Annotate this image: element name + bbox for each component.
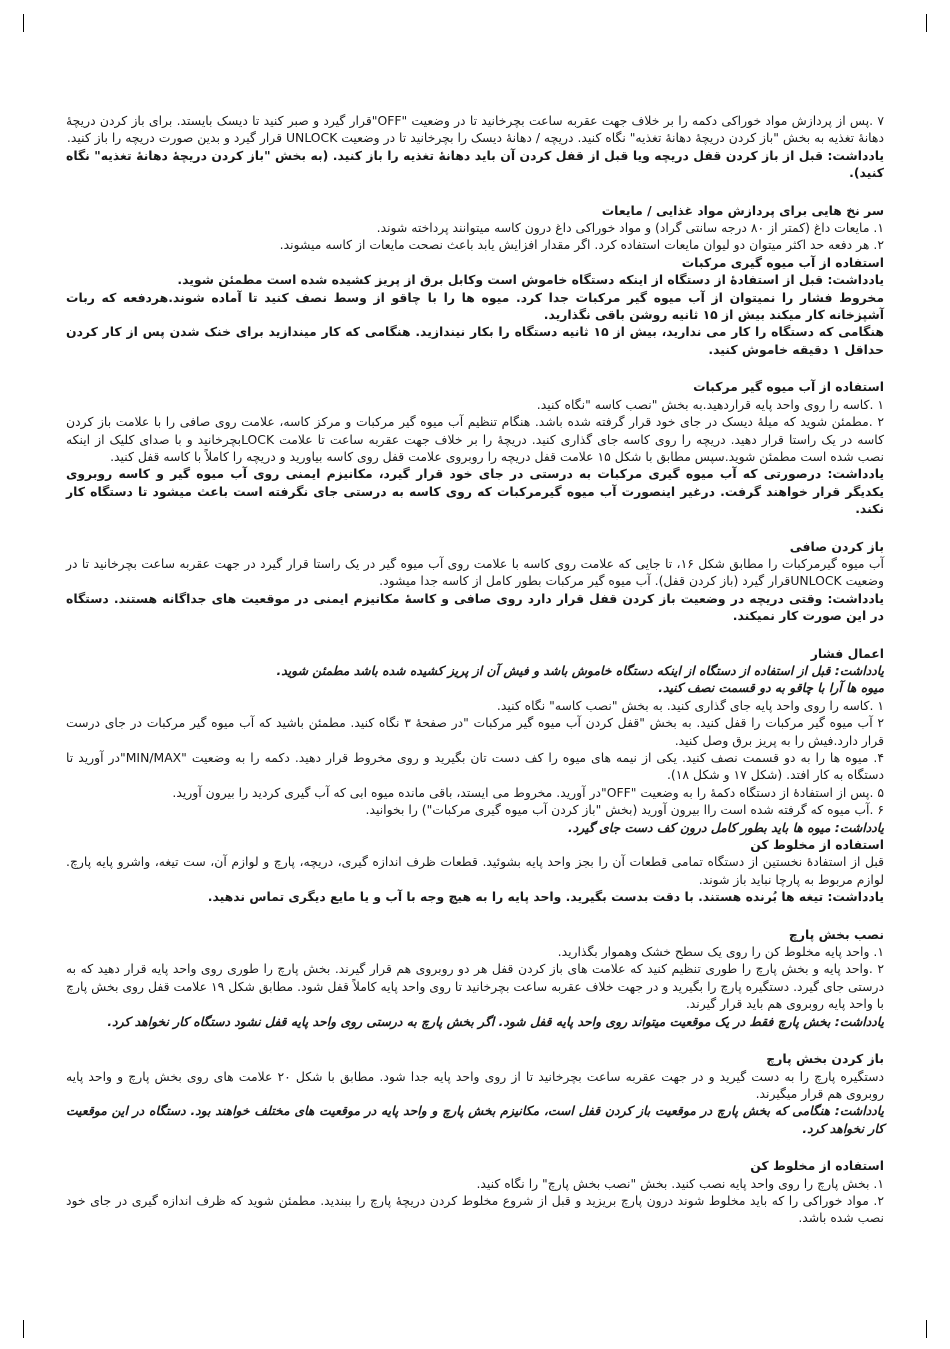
paragraph: آب میوه گیرمرکبات را مطابق شکل ۱۶، تا جایی که علامت روی کاسه با علامت روی آب میوه گیر در یک راستا قرار گیرد در جهت عقربه ساعت بچرخانید تا در وضعیت UNLOCKقرار گیرد (باز کردن قفل). آب میوه گیر مرکبات بطور کامل از کاسه جدا میشود. [66, 555, 884, 589]
section-pressing [66, 645, 884, 906]
section-install-jug [66, 926, 884, 1030]
list-item: ۱. واحد پایه مخلوط کن را روی یک سطح خشک وهموار بگذارید. [557, 944, 884, 960]
list-item: ۲ .واحد پایه و بخش پارچ را طوری تنظیم کنید که علامت های باز کردن قفل هر دو روبروی هم قرار گیرند. بخش پارچ را طوری روی واحد پایه قرار دهید که به درستی جای گیرد. دستگیره پارچ را بگیرید و در جهت خلاف عقربه ساعت بچرخانید تا روی واحد پایه کاملاً قفل شود. مطابق شکل ۱۹ علامت قفل روی بخش پارچ با واحد پایه روبروی هم باید قرار گیرند. [66, 961, 884, 1012]
note: هنگامی که دستگاه را کار می ندارید، بیش از ۱۵ ثانیه دستگاه را بکار نیندازید. هنگامی که کار میندازید برای خنک شدن پس از کار کردن حداقل ۱ دقیقه خاموش کنید. [66, 324, 884, 357]
list-item: ۵ .پس از استفادهٔ از دستگاه دکمهٔ را به وضعیت "OFF"در آورید. مخروط می ایستد، باقی مانده میوه ابی که آب گیری کردید را بیرون آورید. [172, 784, 884, 800]
section-heading: اعمال فشار [810, 645, 884, 661]
paragraph: قبل از استفادهٔ نخستین از دستگاه تمامی قطعات آن را بجز واحد پایه بشوئید. قطعات ظرف اندازه گیری، دریچه، پارچ و لوازم آن، ست تیغه، واشرو پایه پارچ. لوازم مربوط به پارچا نباید باز شوند. [66, 854, 884, 887]
document-body [66, 112, 884, 1227]
list-item: ۱. بخش پارچ را روی واحد پایه نصب کنید. بخش "نصب بخش پارچ" را نگاه کنید. [476, 1175, 884, 1191]
list-item: ۶ .آب میوه که گرفته شده است راا بیرون آورید (بخش "باز کردن آب میوه گیری مرکبات") را بخوانید. [365, 802, 884, 818]
note: یادداشت: میوه ها باید بطور کامل درون کف دست جای گیرد. [568, 819, 884, 835]
list-item: ۱. مایعات داغ (کمتر از ۸۰ درجه سانتی گراد) و مواد خوراکی داغ درون کاسه میتوانند پرداخته شوند. [376, 220, 884, 236]
list-item: ۱ .کاسه را روی واحد پایه قراردهید.به بخش "نصب کاسه "نگاه کنید. [536, 396, 884, 412]
paragraph: ۷ .پس از پردازش مواد خوراکی دکمه را بر خلاف جهت عقربه ساعت بچرخانید تا در وضعیت "OFF"قرار گیرد و صبر کنید تا دیسک بایستد. برای باز کردن دریچهٔ دهانهٔ تغذیه به بخش "باز کردن دریچهٔ دهانهٔ تغذیه" نگاه کنید. دریچه / دهانهٔ دیسک را بچرخانید تا در وضعیت UNLOCK قرار گیرد و بدین صورت دریچه را باز کنید. [66, 113, 885, 146]
section-use-blender [66, 1157, 884, 1227]
subheading: استفاده از آب میوه گیری مرکبات [681, 254, 884, 270]
note: یادداشت: هنگامی که بخش پارچ در موقعیت باز کردن قفل است، مکانیزم بخش پارچ و واحد پایه در موقعیت های مختلف خواهند بود. دستگاه در این موقعیت کار نخواهد کرد. [66, 1103, 884, 1136]
section-heading: استفاده از مخلوط کن [750, 1158, 884, 1174]
section-heading: نصب بخش پارچ [788, 926, 884, 942]
subheading: استفاده از مخلوط کن [750, 837, 884, 853]
section-after-processing [66, 112, 884, 182]
crop-mark-bottom-right [926, 1320, 927, 1338]
note: یادداشت: قبل از استفادهٔ از دستگاه از اینکه دستگاه خاموش است وکابل برق از پریز کشیده شده است مطمئن شوید. [177, 272, 884, 288]
note: یادداشت: درصورتی که آب میوه گیری مرکبات به درستی در جای خود قرار گیرد، مکانیزم ایمنی روی آب میوه گیر و کاسه روبروی یکدیگر قرار خواهند گرفت. درغیر اینصورت آب میوه گیرمرکبات که روی کاسه به درستی جای نگرفته است باعث میشود تا دستگاه کار نکند. [66, 466, 884, 517]
crop-mark-bottom-left [23, 1320, 24, 1338]
note: مخروط فشار را نمیتوان از آب میوه گیر مرکبات جدا کرد. میوه ها را با چاقو از وسط نصف کنید تا آماده شوند.هردفعه که ربات آشپزخانه کار میکند بیش از ۱۵ ثانیه روشن باقی نگذارید. [66, 289, 884, 323]
list-item: ۲. هر دفعه حد اکثر میتوان دو لیوان مایعات استفاده کرد. اگر مقدار افزایش یابد باعث نصحت مایعات از کاسه میشوند. [279, 237, 884, 253]
section-open-strainer [66, 538, 884, 625]
list-item: ۱ .کاسه را روی واحد پایه جای گذاری کنید. به بخش "نصب کاسه" نگاه کنید. [496, 697, 884, 713]
note: یادداشت: قبل از استفاده از دستگاه از اینکه دستگاه خاموش باشد و فیش آن از پریز کشیده شده باشد مطمئن شوید. [276, 662, 884, 678]
section-heading: استفاده از آب میوه گیر مرکبات [693, 379, 884, 395]
note: یادداشت: قبل از باز کردن قفل دریچه ویا قبل از قفل کردن آن باید دهانهٔ تغذیه را باز کنید. (به بخش "باز کردن دریچهٔ دهانهٔ تغذیه" نگاه کنید). [66, 147, 884, 181]
list-item: ۴. میوه ها را به دو قسمت نصف کنید. یکی از نیمه های میوه را کف دست تان بگیرید و روی مخروط قرار دهید. دکمه را به وضعیت "MIN/MAX"در آورید تا دستگاه به کار افتد. (شکل ۱۷ و شکل ۱۸). [66, 750, 884, 783]
list-item: ۲ .مطمئن شوید که میلهٔ دیسک در جای خود قرار گرفته شده باشد. هنگام تنظیم آب میوه گیر مرکبات و مرکز کاسه، علامت روی صافی را با علامت باز کردن کاسه در یک راستا قرار دهید. دریچه را روی کاسه جای گذاری کنید. دریچهٔ را بر خلاف جهت عقربه ساعت تا علامت LOCKبچرخانید و با صدای کلیک از اینکه نصب شده است مطمئن شوید.سپس مطابق با شکل ۱۵ علامت قفل دریچه را روبروی علامت قفل روی کاسه بیاورید و دریچه را کاملاً با کاسه قفل کنید. [66, 414, 884, 464]
note: یادداشت: تیغه ها بُرنده هستند. با دقت بدست بگیرید. واحد پایه را به هیچ وجه با آب و یا مایع دیگری تماس ندهید. [207, 889, 884, 905]
section-remove-jug [66, 1050, 884, 1137]
note: میوه ها آرا با چاقو به دو قسمت نصف کنید. [658, 680, 884, 696]
list-item: ۲ آب میوه گیر مرکبات را قفل کنید. به بخش "قفل کردن آب میوه گیر مرکبات "در صفحهٔ ۳ نگاه کنید. مطمئن باشید که آب میوه گیر مرکبات در جای درست قرار دارد.فیش را به پریز برق وصل کنید. [66, 715, 884, 748]
section-heading: سر نخ هایی برای پردازش مواد غذایی / مایعات [601, 202, 884, 218]
crop-mark-top-left [23, 14, 24, 32]
note: یادداشت: بخش پارچ فقط در یک موقعیت میتواند روی واحد پایه قفل شود. اگر بخش پارچ به درستی روی واحد پایه قفل نشود دستگاه کار نخواهد کرد. [107, 1013, 884, 1029]
section-heading: باز کردن صافی [789, 538, 884, 554]
paragraph: دستگیره پارچ را به دست گیرید و در جهت عقربه ساعت بچرخانید تا از روی واحد پایه جدا شود. مطابق با شکل ۲۰ علامت های روی بخش پارچ و واحد پایه روبروی هم قرار میگیرند. [66, 1068, 884, 1101]
note: یادداشت: وقتی دریچه در وضعیت باز کردن قفل قرار دارد روی صافی و کاسهٔ مکانیزم ایمنی در موقعیت های جداگانه هستند. دستگاه در این صورت کار نمیکند. [66, 590, 884, 624]
section-tips [66, 202, 884, 359]
section-citrus-juicer [66, 378, 884, 517]
crop-mark-top-right [926, 14, 927, 32]
section-heading: باز کردن بخش پارچ [766, 1051, 884, 1067]
list-item: ۲. مواد خوراکی را که باید مخلوط شوند درون پارچ بریزید و قبل از شروع مخلوط کردن دریچهٔ پارچ را ببندید. مطمئن شوید که ظرف اندازه گیری در جای خود نصب شده باشد. [66, 1192, 884, 1226]
